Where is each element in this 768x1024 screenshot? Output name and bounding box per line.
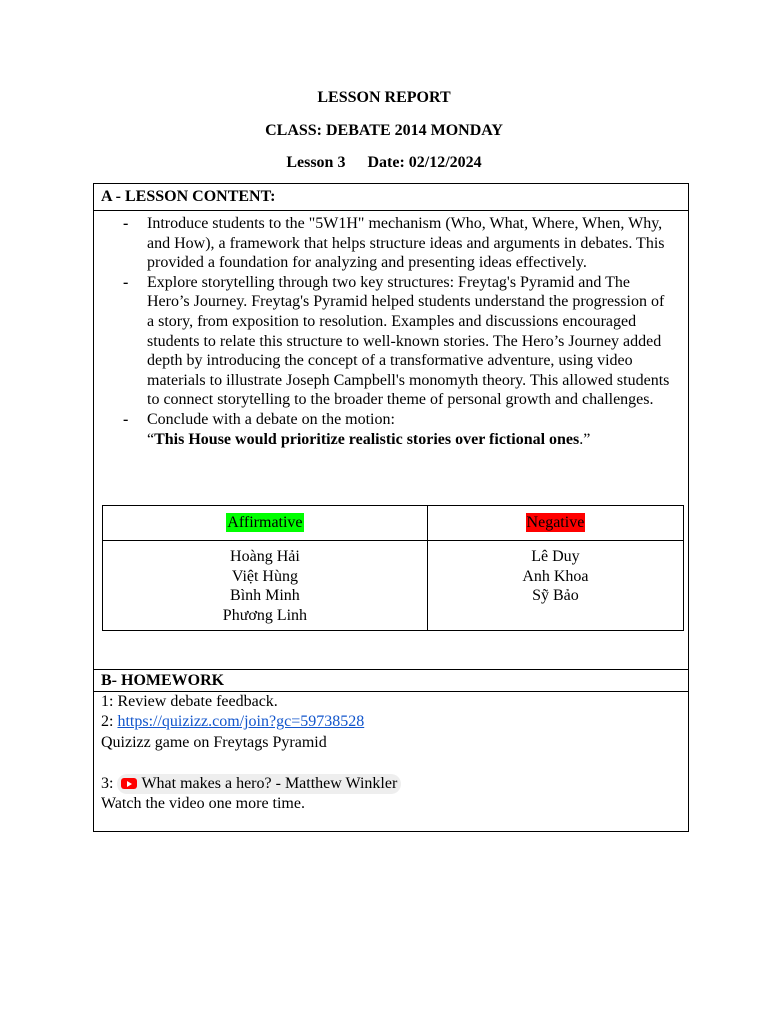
bullet-dash: - [123,215,129,232]
member-name: Hoàng Hải [230,548,300,565]
bullet-text: Introduce students to the "5W1H" mechanism (Who, What, Where, When, Why, and How), a framework that helps structure ideas and arguments in debates. This provided a foundation for analyzing and presenting ideas effectively. [147,215,665,272]
negative-header [427,506,683,541]
bullet-text: Conclude with a debate on the motion: [147,410,395,428]
teams-table [102,505,684,631]
class-line: CLASS: DEBATE 2014 MONDAY [265,122,503,139]
motion-text: This House would prioritize realistic stories over fictional ones [154,430,580,448]
homework-list [101,692,681,814]
negative-members [427,541,683,631]
lesson-content-section [93,183,689,670]
bullet-text: Explore storytelling through two key structures: Freytag's Pyramid and The Hero’s Journey. Freytag's Pyramid helped students understand the progression of a story, from exposition to resolution. Examples and discussions encouraged students to relate this structure to well-known stories. The Hero’s Journey added depth by introducing the concept of a transformative adventure, using video materials to illustrate Joseph Campbell's monomyth theory. This allowed students to connect storytelling to the broader theme of personal growth and challenges. [147,273,670,409]
homework-item-1: 1: Review debate feedback. [101,693,278,710]
homework-item-3 [101,774,681,794]
member-name: Anh Khoa [522,567,589,585]
video-title: What makes a hero? - Matthew Winkler [141,774,398,792]
lesson-number: Lesson 3 [286,154,346,171]
member-name: Lê Duy [531,548,580,565]
video-chip[interactable] [117,774,401,794]
homework-section [93,669,689,832]
member-name: Phương Linh [222,606,308,624]
member-name: Việt Hùng [231,567,298,585]
list-item [94,410,688,449]
lesson-content-title: A - LESSON CONTENT: [94,184,688,211]
report-title: LESSON REPORT [317,89,451,106]
affirmative-label: Affirmative [227,514,303,531]
homework-item-3-note: Watch the video one more time. [101,795,305,813]
motion-close-quote: .” [579,430,591,448]
lesson-content-list [94,214,688,449]
debate-motion [147,430,670,450]
affirmative-members [103,541,428,631]
homework-item-2-note: Quizizz game on Freytags Pyramid [101,733,327,751]
affirmative-header [103,506,428,541]
homework-item-2 [101,712,681,732]
youtube-icon [121,778,137,789]
homework-item-3-number: 3: [101,774,118,792]
homework-title: B- HOMEWORK [94,670,688,692]
homework-item-2-number: 2: [101,713,118,731]
list-item [94,273,688,410]
lesson-line [0,153,768,173]
bullet-dash: - [123,273,129,291]
quizizz-link[interactable]: https://quizizz.com/join?gc=59738528 [117,713,365,731]
member-name: Sỹ Bảo [532,587,579,605]
lesson-date: Date: 02/12/2024 [367,154,482,171]
bullet-dash: - [123,410,129,428]
motion-open-quote: “ [147,430,155,448]
spacer-line [101,753,681,773]
negative-label: Negative [526,514,585,531]
member-name: Bình Minh [230,587,300,605]
list-item [94,214,688,273]
